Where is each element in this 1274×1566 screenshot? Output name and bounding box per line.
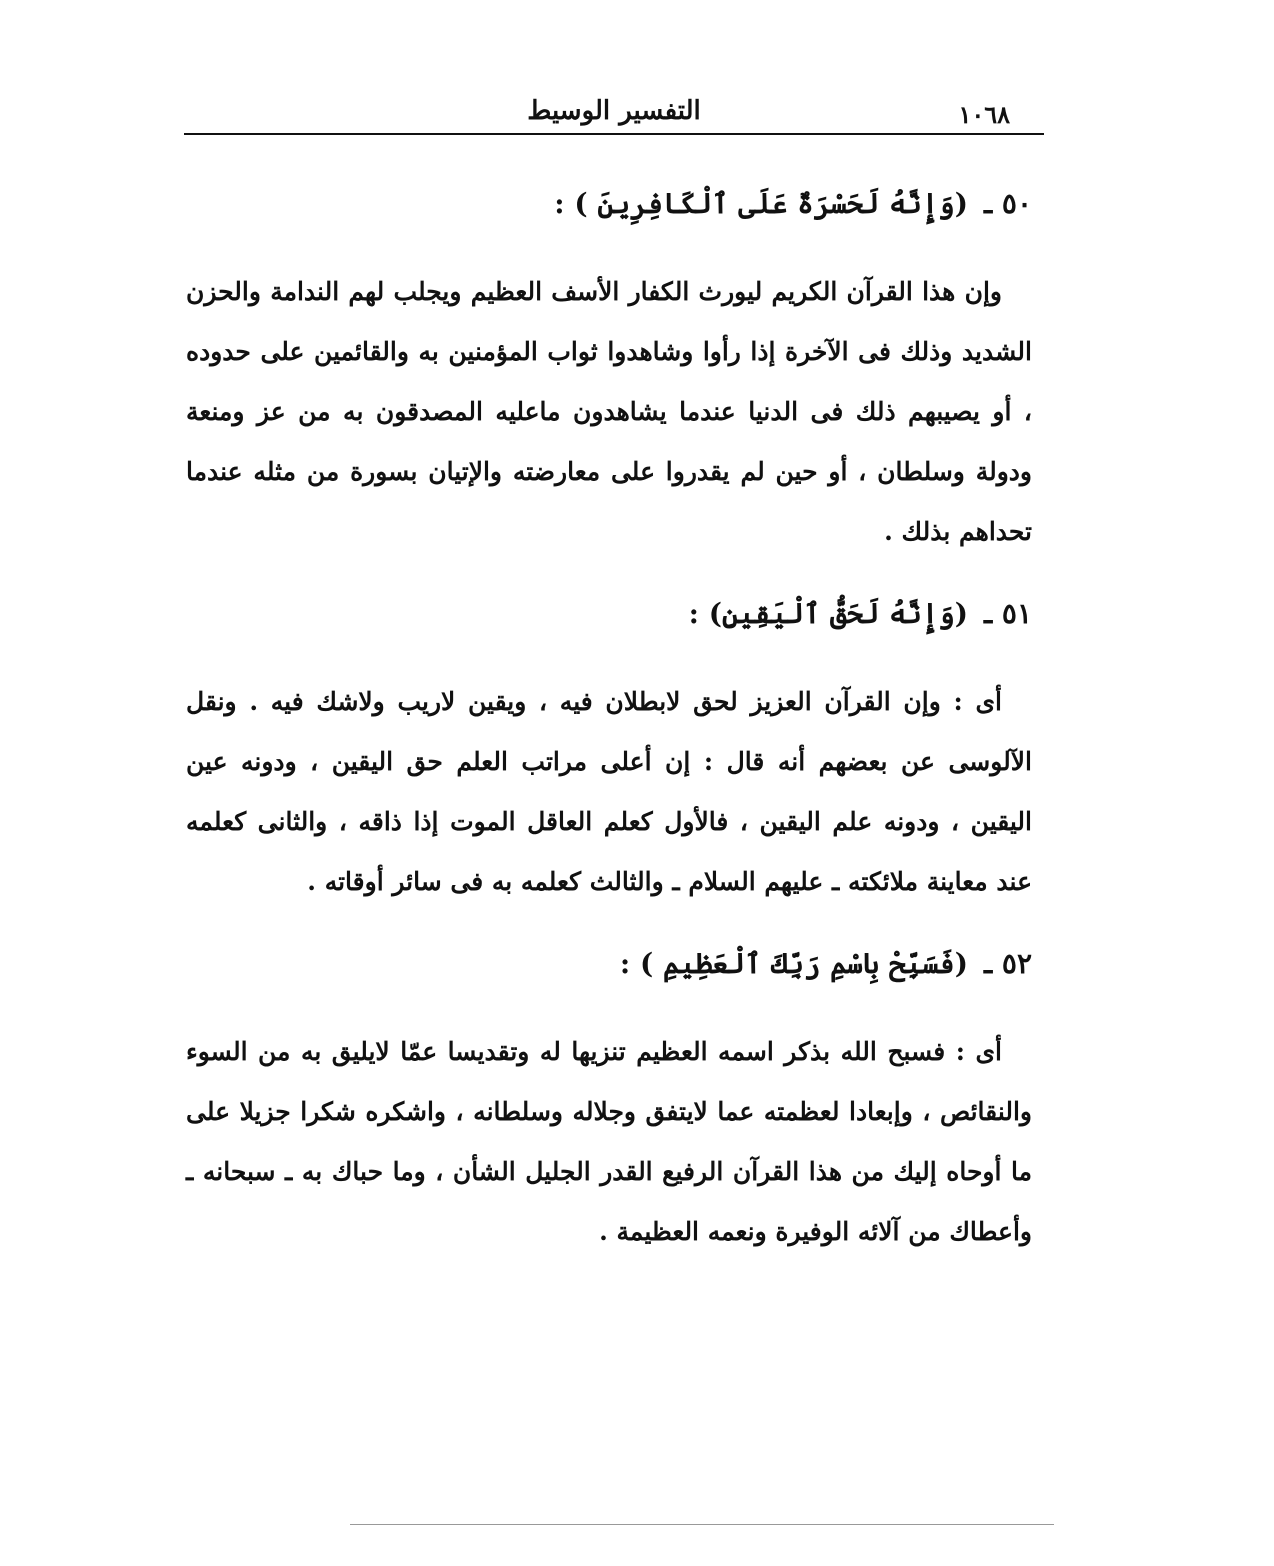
footer-rule bbox=[350, 1524, 1054, 1525]
commentary-paragraph-50: وإن هذا القرآن الكريم ليورث الكفار الأسف العظيم ويجلب لهم الندامة والحزن الشديد وذلك فى الآخرة إذا رأوا وشاهدوا ثواب المؤمنين به والقائمين على حدوده ، أو يصيبهم ذلك فى الدنيا عندما يشاهدون ماعليه المصدقون به من عز ومنعة ودولة وسلطان ، أو حين لم يقدروا على معارضته والإتيان بسورة من مثله عندما تحداهم بذلك . bbox=[186, 277, 1032, 546]
page-header bbox=[184, 96, 1044, 132]
verse-number: ٥٠ ـ bbox=[983, 187, 1032, 220]
page-number: ١٠٦٨ bbox=[958, 100, 1010, 129]
verse-heading-51 bbox=[186, 588, 1032, 640]
verse-text: (فَسَبِّحْ بِاسْمِ رَبِّكَ ٱلْعَظِيمِ ) : bbox=[619, 947, 968, 980]
verse-number: ٥٢ ـ bbox=[983, 947, 1032, 980]
verse-heading-52 bbox=[186, 938, 1032, 990]
commentary-paragraph-51: أى : وإن القرآن العزيز لحق لابطلان فيه ، ويقين لاريب ولاشك فيه . ونقل الآلوسى عن بعضهم أنه قال : إن أعلى مراتب العلم حق اليقين ، ودونه عين اليقين ، ودونه علم اليقين ، فالأول كعلم العاقل الموت إذا ذاقه ، والثانى كعلمه عند معاينة ملائكته ـ عليهم السلام ـ والثالث كعلمه به فى سائر أوقاته . bbox=[186, 687, 1032, 896]
verse-text: (وَإِنَّهُ لَحَسْرَةٌ عَلَى ٱلْكَافِرِينَ ) : bbox=[554, 187, 968, 220]
commentary-paragraph-52: أى : فسبح الله بذكر اسمه العظيم تنزيها له وتقديسا عمّا لايليق به من السوء والنقائص ، وإبعادا لعظمته عما لايتفق وجلاله وسلطانه ، واشكره شكرا جزيلا على ما أوحاه إليك من هذا القرآن الرفيع القدر الجليل الشأن ، وما حباك به ـ سبحانه ـ وأعطاك من آلائه الوفيرة ونعمه العظيمة . bbox=[186, 1037, 1032, 1246]
running-title: التفسير الوسيط bbox=[527, 96, 701, 126]
verse-heading-50 bbox=[186, 178, 1032, 230]
page-body bbox=[186, 178, 1032, 1288]
verse-number: ٥١ ـ bbox=[983, 597, 1032, 630]
header-rule bbox=[184, 133, 1044, 135]
verse-text: (وَإِنَّهُ لَحَقُّ ٱلْيَقِينِ) : bbox=[688, 597, 968, 630]
